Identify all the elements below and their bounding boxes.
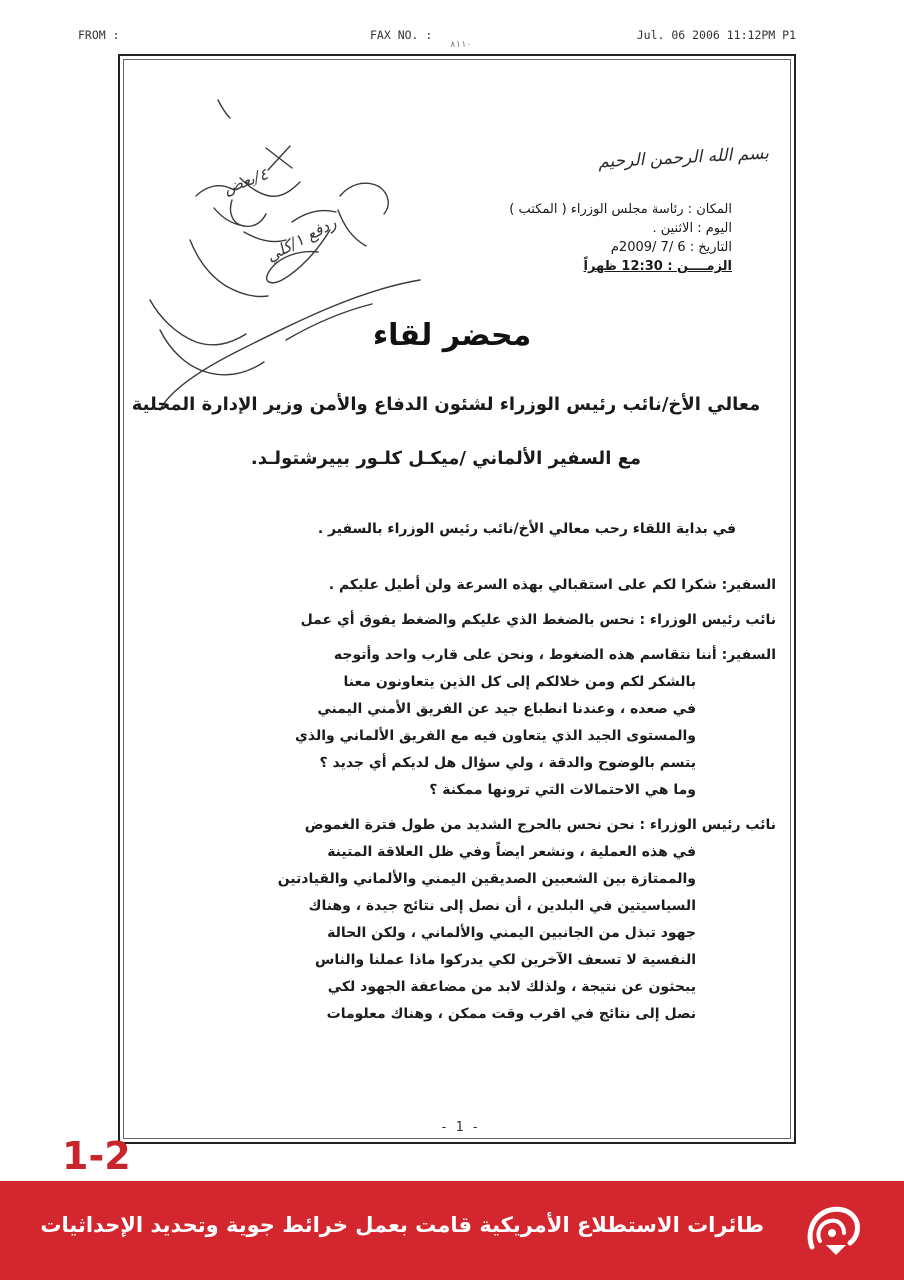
fax-number-label: FAX NO. : [370, 28, 433, 42]
text-line: نائب رئيس الوزراء : نحن نحس بالحرج الشديد من طول فترة الغموض [304, 817, 776, 833]
paragraph-deputy-pm-response [156, 812, 776, 1028]
paragraph-ambassador-question [156, 642, 776, 804]
minutes-body [156, 572, 776, 1036]
fax-date-stamp: Jul. 06 2006 11:12PM P1 [636, 28, 796, 42]
text-line: وما هي الاحتمالات التي ترونها ممكنة ؟ [429, 782, 696, 798]
text-line: السفير: أننا نتقاسم هذه الضغوط ، ونحن على قارب واحد وأتوجه [333, 647, 776, 663]
text-line: السفير: شكرا لكم على استقبالي بهذه السرعة ولن أطيل عليكم . [328, 577, 776, 593]
text-line: نائب رئيس الوزراء : نحس بالضغط الذي عليكم والضغط يفوق أي عمل [300, 612, 776, 628]
text-line: والممتازة بين الشعبين الصديقين اليمني والألماني والقيادتين [277, 871, 696, 887]
paragraph-ambassador-thanks [156, 572, 776, 599]
paragraph-deputy-pm-pressure [156, 607, 776, 634]
text-line: في هذه العملية ، ونشعر ايضاً وفي ظل العلاقة المتينة [327, 844, 696, 860]
banner-caption: طائرات الاستطلاع الأمريكية قامت بعمل خرائط جوية وتحديد الإحداثيات [40, 1213, 764, 1237]
meeting-day: اليوم : الاثنين . [652, 221, 732, 236]
basmala-heading: بسم الله الرحمن الرحيم [597, 143, 770, 173]
text-line: والمستوى الجيد الذي يتعاون فيه مع الفريق الألماني والذي [295, 728, 696, 744]
meeting-heading-line-2: مع السفير الألماني /ميكـل كلـور بييرشتولـد. [250, 448, 642, 469]
brand-logo-icon [802, 1201, 864, 1261]
svg-text:ردفع ١/كلي: ردفع ١/كلي [262, 212, 340, 266]
meeting-time: الزمــــن : 12:30 ظهراً [583, 259, 732, 274]
text-line: النفسية لا تسعف الآخرين لكي يدركوا ماذا عملنا والناس [315, 952, 696, 968]
sheet-label: 1-2 [62, 1134, 131, 1178]
text-line: نصل إلى نتائج في اقرب وقت ممكن ، وهناك معلومات [326, 1006, 696, 1022]
meeting-date: التاريخ : 6 /7 /2009م [610, 240, 732, 255]
text-line: يتسم بالوضوح والدقة ، ولي سؤال هل لديكم أي جديد ؟ [319, 755, 696, 771]
fax-from-label: FROM : [78, 28, 120, 42]
fax-scribble: ٨١١٠ [450, 40, 472, 50]
text-line: بالشكر لكم ومن خلالكم إلى كل الذين يتعاونون معنا [343, 674, 696, 690]
caption-banner [0, 1181, 904, 1280]
text-line: في صعده ، وعندنا انطباع جيد عن الفريق الأمني اليمني [317, 701, 696, 717]
meeting-metadata [432, 200, 732, 276]
fax-header [78, 28, 796, 48]
text-line: السياسيتين في البلدين ، أن نصل إلى نتائج جيدة ، وهناك [308, 898, 696, 914]
meeting-place: المكان : رئاسة مجلس الوزراء ( المكتب ) [509, 202, 732, 217]
document-title: محضر لقاء [372, 318, 532, 353]
page-number: - 1 - [440, 1120, 480, 1135]
text-line: جهود تبذل من الجانبين اليمني والألماني ، ولكن الحالة [327, 925, 696, 941]
intro-paragraph: في بداية اللقاء رحب معالي الأخ/نائب رئيس الوزراء بالسفير . [317, 521, 736, 537]
svg-text:٤/بعض: ٤/بعض [220, 164, 271, 198]
meeting-heading-line-1: معالي الأخ/نائب رئيس الوزراء لشئون الدفاع والأمن وزير الإدارة المحلية [131, 394, 761, 415]
text-line: يبحثون عن نتيجة ، ولذلك لابد من مضاعفة الجهود لكي [327, 979, 696, 995]
